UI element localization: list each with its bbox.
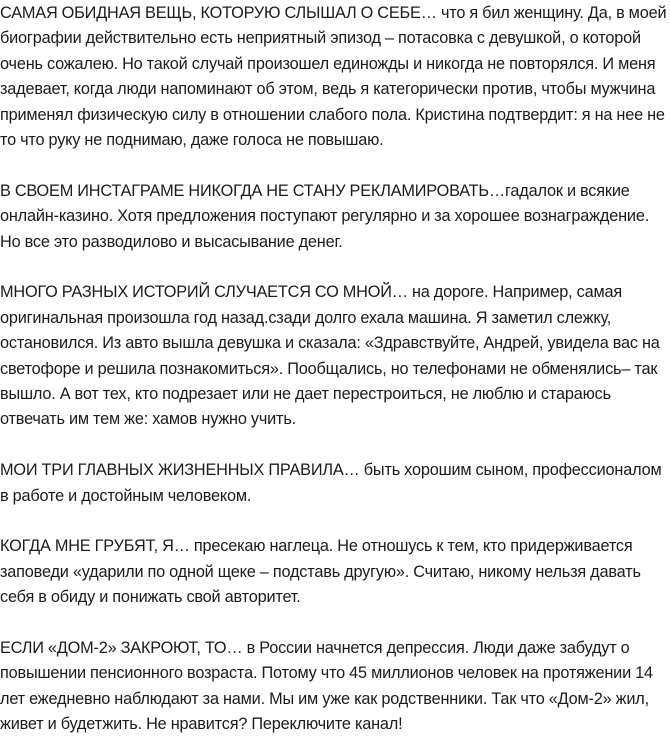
paragraph-3-lead: МНОГО РАЗНЫХ ИСТОРИЙ СЛУЧАЕТСЯ СО МНОЙ… xyxy=(0,283,408,302)
paragraph-2-body: гадалок и всякие онлайн-казино. Хотя предложения поступают регулярно и за хорошее вознаграждение. Но все это разводилово и высасывание денег. xyxy=(0,181,650,251)
paragraph-6-lead: ЕСЛИ «ДОМ-2» ЗАКРОЮТ, ТО… xyxy=(0,639,243,658)
paragraph-2 xyxy=(0,179,668,255)
paragraph-6-body: в России начнется депрессия. Люди даже забудут о повышении пенсионного возраста. Потому что 45 миллионов человек на протяжении 14 лет ежедневно наблюдают за нами. Мы им уже как родственники. Так что «Дом-2» жил, живет и будетжить. Не нравится? Переключите канал! xyxy=(0,639,653,734)
paragraph-6 xyxy=(0,636,668,738)
paragraph-1-body: что я бил женщину. Да, в моей биографии действительно есть неприятный эпизод – потасовка с девушкой, о которой очень сожалею. Но такой случай произошел единожды и никогда не повторялся. И меня задевает, когда люди напоминают об этом, ведь я категорически против, чтобы мужчина применял физическую силу в отношении слабого пола. Кристина подтвердит: я на нее не то что руку не поднимаю, даже голоса не повышаю. xyxy=(0,4,667,150)
paragraph-3 xyxy=(0,280,668,432)
paragraph-5 xyxy=(0,534,668,610)
paragraph-4-lead: МОИ ТРИ ГЛАВНЫХ ЖИЗНЕННЫХ ПРАВИЛА… xyxy=(0,461,360,480)
paragraph-5-body: пресекаю наглеца. Не отношусь к тем, кто придерживается заповеди «ударили по одной щеке – подставь другую». Считаю, никому нельзя давать себя в обиду и понижать свой авторитет. xyxy=(0,537,641,607)
paragraph-3-body: на дороге. Например, самая оригинальная произошла год назад.сзади долго ехала машина. Я заметил слежку, остановился. Из авто вышла девушка и сказала: «Здравствуйте, Андрей, увидела вас на светофоре и решила познакомиться». Пообщались, но телефонами не обменялись– так вышло. А вот тех, кто подрезает или не дает перестроиться, не люблю и стараюсь отвечать им тем же: хамов нужно учить. xyxy=(0,283,660,429)
paragraph-1-lead: САМАЯ ОБИДНАЯ ВЕЩЬ, КОТОРУЮ СЛЫШАЛ О СЕБЕ… xyxy=(0,4,437,22)
paragraph-2-lead: В СВОЕМ ИНСТАГРАМЕ НИКОГДА НЕ СТАНУ РЕКЛАМИРОВАТЬ… xyxy=(0,181,506,200)
paragraph-1 xyxy=(0,1,668,153)
paragraph-4 xyxy=(0,458,668,509)
paragraph-4-body: быть хорошим сыном, профессионалом в работе и достойным человеком. xyxy=(0,461,662,505)
paragraph-5-lead: КОГДА МНЕ ГРУБЯТ, Я… xyxy=(0,537,190,556)
